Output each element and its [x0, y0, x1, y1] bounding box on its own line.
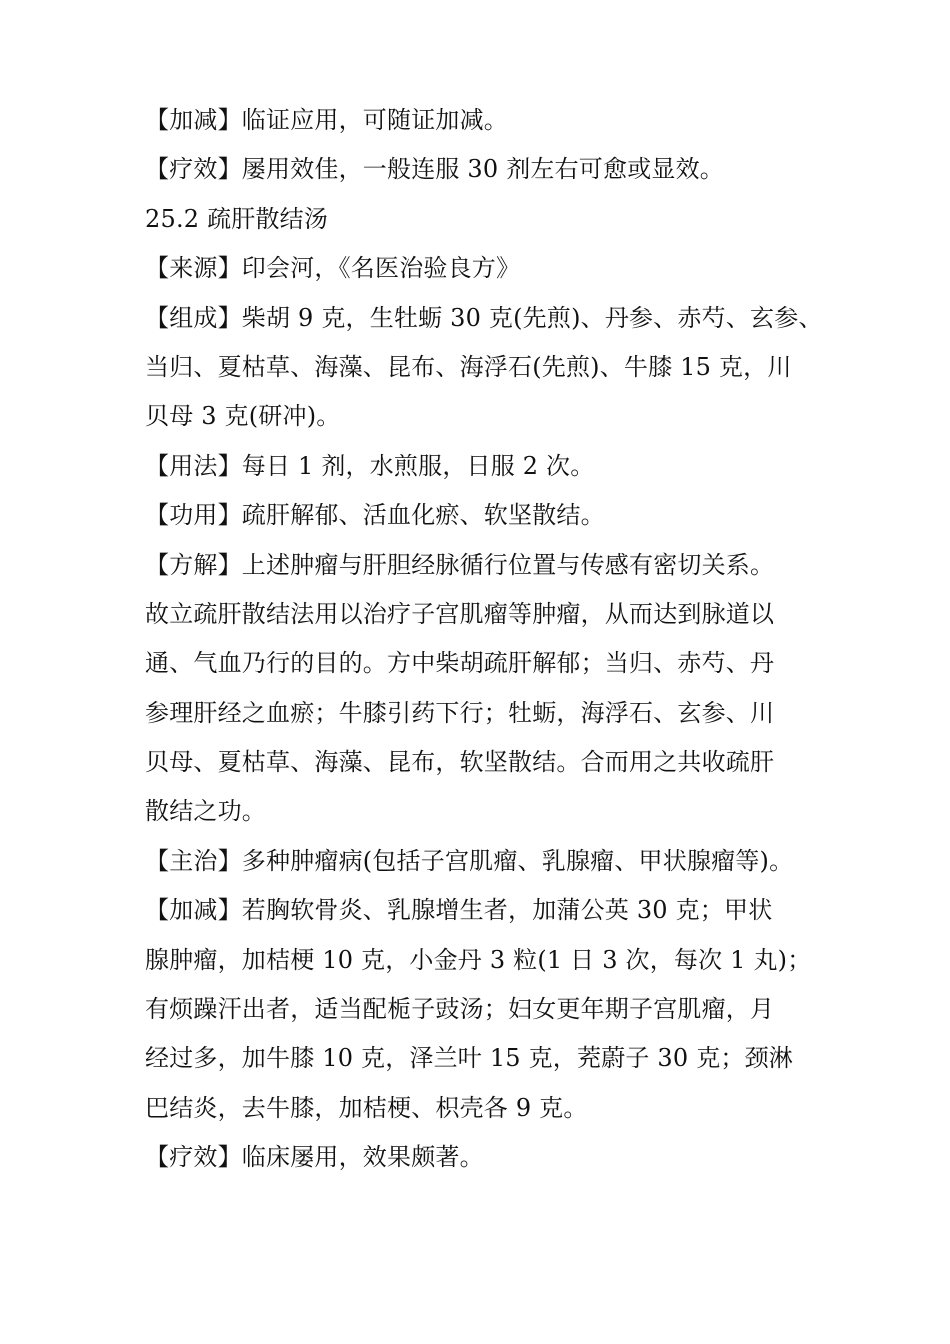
text-line: 参理肝经之血瘀；牛膝引药下行；牡蛎，海浮石、玄参、川	[145, 698, 775, 727]
text-line: 腺肿瘤，加桔梗 10 克，小金丹 3 粒(1 日 3 次，每次 1 丸)；	[145, 945, 812, 974]
document-body	[145, 96, 823, 1183]
text-line: 【疗效】屡用效佳，一般连服 30 剂左右可愈或显效。	[145, 155, 724, 184]
text-line: 贝母 3 克(研冲)。	[145, 402, 341, 431]
text-line: 巴结炎，去牛膝，加桔梗、枳壳各 9 克。	[145, 1093, 588, 1122]
text-line: 当归、夏枯草、海藻、昆布、海浮石(先煎)、牛膝 15 克，川	[145, 352, 792, 381]
text-line: 通、气血乃行的目的。方中柴胡疏肝解郁；当归、赤芍、丹	[145, 649, 775, 678]
text-line: 【方解】上述肿瘤与肝胆经脉循行位置与传感有密切关系。	[145, 550, 775, 579]
text-line: 【组成】柴胡 9 克，生牡蛎 30 克(先煎)、丹参、赤芍、玄参、	[145, 303, 823, 332]
text-line: 【用法】每日 1 剂，水煎服，日服 2 次。	[145, 451, 595, 480]
text-line: 【功用】疏肝解郁、活血化瘀、软坚散结。	[145, 501, 605, 530]
text-line: 贝母、夏枯草、海藻、昆布，软坚散结。合而用之共收疏肝	[145, 748, 775, 777]
text-line: 【来源】印会河，《名医治验良方》	[145, 254, 521, 283]
text-line: 经过多，加牛膝 10 克，泽兰叶 15 克，茺蔚子 30 克；颈淋	[145, 1044, 793, 1073]
text-line: 【加减】临证应用，可随证加减。	[145, 106, 508, 134]
section-heading: 25.2 疏肝散结汤	[145, 204, 329, 233]
text-line: 【加减】若胸软骨炎、乳腺增生者，加蒲公英 30 克；甲状	[145, 896, 773, 925]
text-line: 散结之功。	[145, 797, 266, 826]
text-line: 有烦躁汗出者，适当配栀子豉汤；妇女更年期子宫肌瘤，月	[145, 995, 775, 1024]
text-line: 【主治】多种肿瘤病(包括子宫肌瘤、乳腺瘤、甲状腺瘤等)。	[145, 846, 794, 875]
text-line: 【疗效】临床屡用，效果颇著。	[145, 1143, 484, 1172]
text-line: 故立疏肝散结法用以治疗子宫肌瘤等肿瘤，从而达到脉道以	[145, 599, 775, 628]
